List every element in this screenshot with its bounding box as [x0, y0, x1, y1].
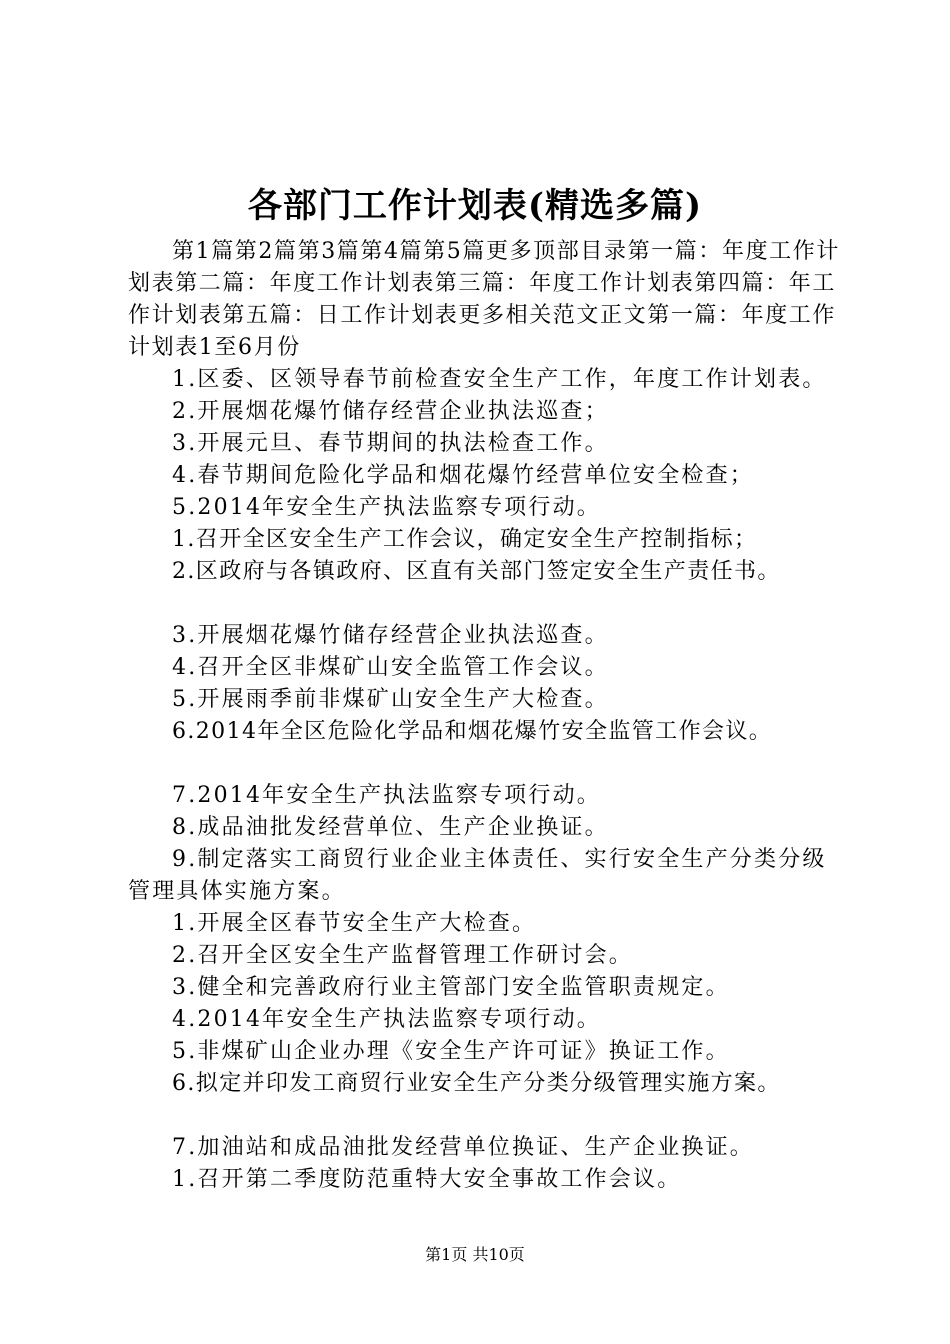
- paragraph-item: 3.开展元旦、春节期间的执法检查工作。: [172, 431, 609, 456]
- paragraph-item: 5.非煤矿山企业办理《安全生产许可证》换证工作。: [172, 1039, 730, 1064]
- paragraph-item: 6.2014年全区危险化学品和烟花爆竹安全监管工作会议。: [172, 719, 773, 744]
- paragraph-item: 1.召开全区安全生产工作会议，确定安全生产控制指标；: [172, 527, 758, 552]
- paragraph-item: 1.区委、区领导春节前检查安全生产工作，年度工作计划表。: [172, 367, 827, 392]
- document-body: [128, 236, 840, 1196]
- paragraph-item: 4.2014年安全生产执法监察专项行动。: [172, 1007, 601, 1032]
- paragraph-item: 2.召开全区安全生产监督管理工作研讨会。: [172, 943, 633, 968]
- paragraph-item: 4.春节期间危险化学品和烟花爆竹经营单位安全检查；: [172, 463, 754, 488]
- page-number-footer: 第1页 共10页: [425, 1245, 525, 1264]
- paragraph-item: 1.开展全区春节安全生产大检查。: [172, 911, 537, 936]
- paragraph-item: 2.开展烟花爆竹储存经营企业执法巡查；: [172, 399, 609, 424]
- paragraph-item: 7.2014年安全生产执法监察专项行动。: [172, 783, 601, 808]
- paragraph-item: 7.加油站和成品油批发经营单位换证、生产企业换证。: [172, 1135, 754, 1160]
- paragraph-item: 6.拟定并印发工商贸行业安全生产分类分级管理实施方案。: [172, 1071, 781, 1096]
- paragraph-item: 2.区政府与各镇政府、区直有关部门签定安全生产责任书。: [172, 559, 781, 584]
- document-title: 各部门工作计划表(精选多篇): [247, 186, 703, 226]
- paragraph-item: 4.召开全区非煤矿山安全监管工作会议。: [172, 655, 609, 680]
- paragraph-item: 3.开展烟花爆竹储存经营企业执法巡查。: [172, 623, 609, 648]
- paragraph-toc: 第1篇第2篇第3篇第4篇第5篇更多顶部目录第一篇：年度工作计划表第二篇：年度工作计划表第三篇：年度工作计划表第四篇：年工作计划表第五篇：日工作计划表更多相关范文正文第一篇：年度工作计划表1至6月份: [128, 239, 840, 360]
- paragraph-item: 9.制定落实工商贸行业企业主体责任、实行安全生产分类分级管理具体实施方案。: [128, 847, 827, 904]
- paragraph-item: 5.2014年安全生产执法监察专项行动。: [172, 495, 601, 520]
- paragraph-item: 3.健全和完善政府行业主管部门安全监管职责规定。: [172, 975, 730, 1000]
- paragraph-item: 1.召开第二季度防范重特大安全事故工作会议。: [172, 1167, 682, 1192]
- paragraph-item: 5.开展雨季前非煤矿山安全生产大检查。: [172, 687, 609, 712]
- paragraph-item: 8.成品油批发经营单位、生产企业换证。: [172, 815, 609, 840]
